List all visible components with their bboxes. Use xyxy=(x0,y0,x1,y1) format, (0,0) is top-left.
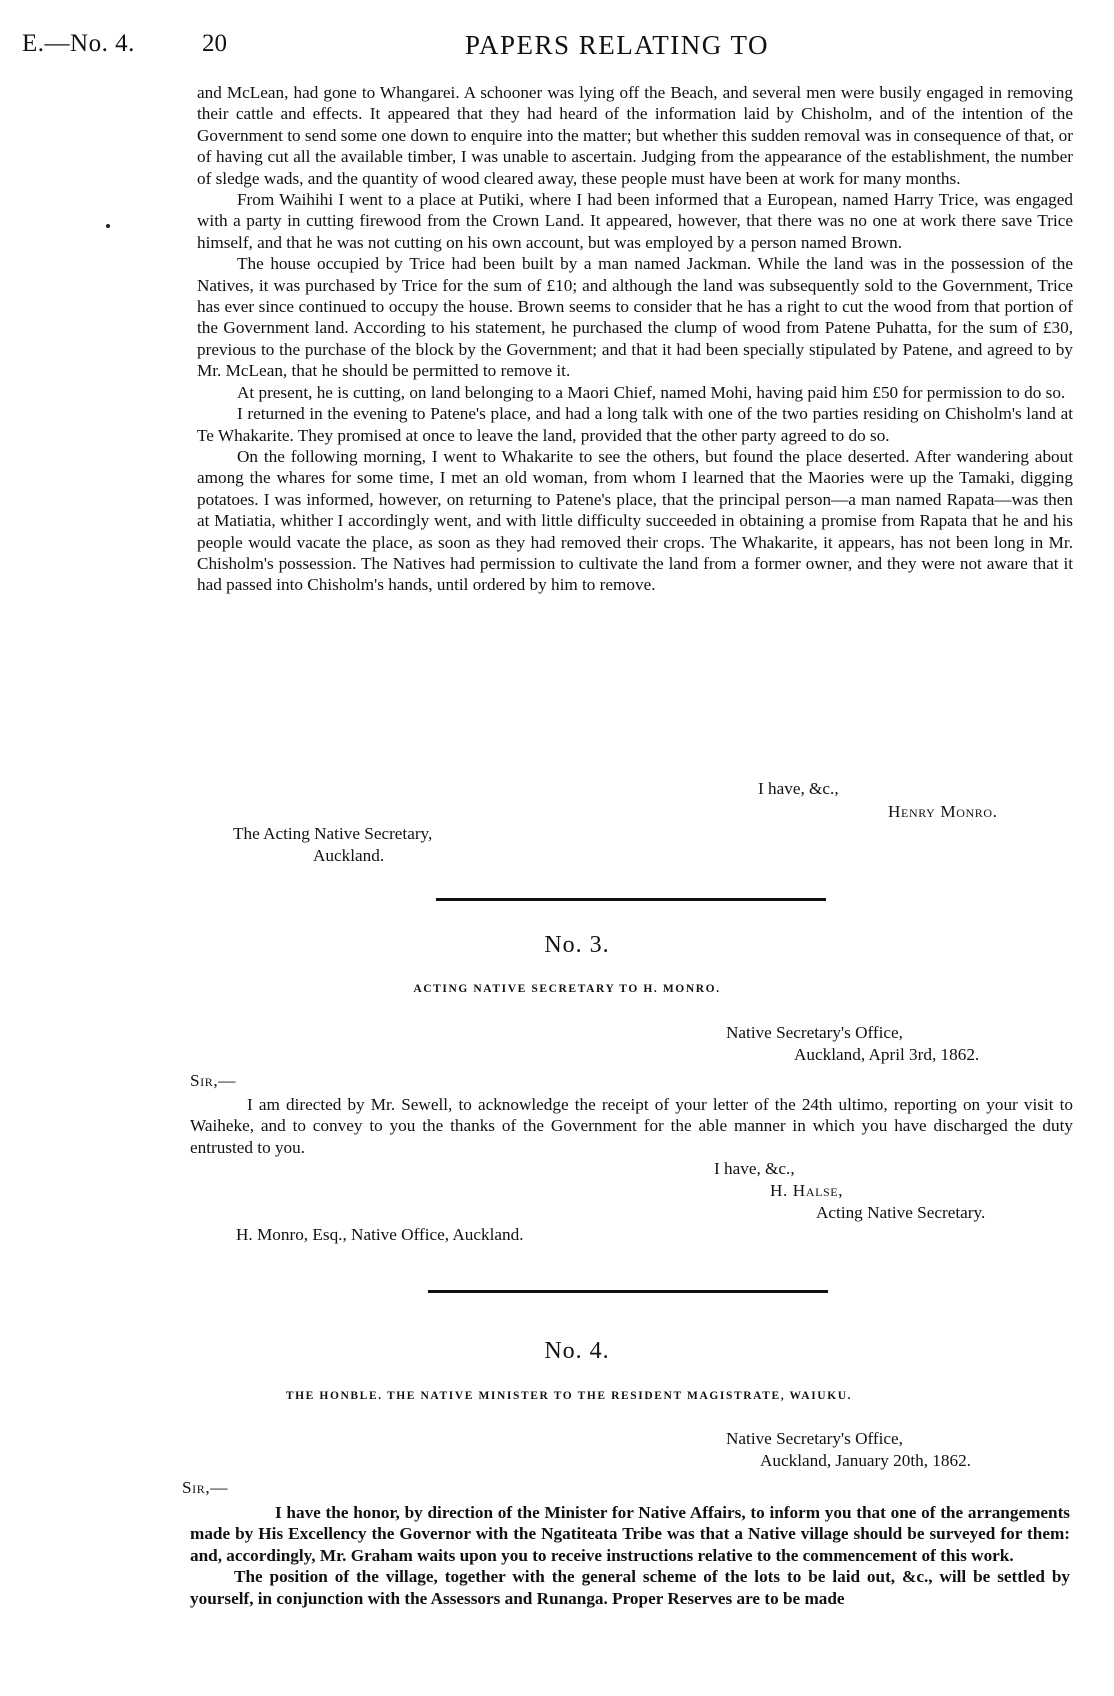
letter-2-subheading: ACTING NATIVE SECRETARY TO H. MONRO. xyxy=(413,983,721,995)
letter-2-office: Native Secretary's Office, xyxy=(726,1023,903,1042)
paragraph: From Waihihi I went to a place at Putiki, where I had been informed that a European, named Harry Trice, was engaged with a party in cutting firewood from the Crown Land. It appeared, however, that there was no one at work there save Trice himself, and that he was not cutting on his own account, but was employed by a person named Brown. xyxy=(197,190,1073,252)
paragraph: I returned in the evening to Patene's place, and had a long talk with one of the two parties residing on Chisholm's land at Te Whakarite. They promised at once to leave the land, provided that the other party agreed to do so. xyxy=(197,404,1073,445)
paragraph: and McLean, had gone to Whangarei. A schooner was lying off the Beach, and several men were busily engaged in removing their cattle and effects. It appeared that they had heard of the information laid by Chisholm, and of the intention of the Government to send some one down to enquire into the matter; but whether this sudden removal was in consequence of that, or of having cut all the available timber, I was unable to ascertain. Judging from the appearance of the establishment, the number of sledge wads, and the quantity of wood cleared away, these people must have been at work for many months. xyxy=(197,83,1073,188)
page-title: PAPERS RELATING TO xyxy=(464,30,770,60)
letter-1-closing: I have, &c., xyxy=(758,779,839,798)
section-divider xyxy=(428,1290,828,1293)
page-header xyxy=(22,30,1092,70)
paragraph: On the following morning, I went to Whakarite to see the others, but found the place deserted. After wandering about among the whares for some time, I met an old woman, from whom I learned that the Maories were up the Tamaki, digging potatoes. I was informed, however, on returning to Patene's place, that the principal person—a man named Rapata—was then at Matiatia, whither I accordingly went, and with little difficulty succeeded in obtaining a promise from Rapata that he and his people would vacate the place, as soon as they had removed their crops. The Whakarite, it appears, has not been long in Mr. Chisholm's possession. The Natives had permission to cultivate the land from a former owner, and they were not aware that it had passed into Chisholm's hands, until ordered by him to remove. xyxy=(197,446,1073,595)
letter-2-body xyxy=(190,1094,1073,1158)
letter-1-signature: Henry Monro. xyxy=(888,802,998,821)
letter-2-date: Auckland, April 3rd, 1862. xyxy=(794,1045,980,1064)
paragraph: I am directed by Mr. Sewell, to acknowledge the receipt of your letter of the 24th ultimo, reporting on your visit to Waiheke, and to convey to you the thanks of the Government for the able manner in which you have discharged the duty entrusted to you. xyxy=(190,1095,1073,1157)
letter-2-salutation: Sir,— xyxy=(190,1071,237,1090)
letter-3-subheading: THE HONBLE. THE NATIVE MINISTER TO THE RESIDENT MAGISTRATE, WAIUKU. xyxy=(285,1390,853,1402)
paragraph: The position of the village, together with the general scheme of the lots to be laid out, &c., will be settled by yourself, in conjunction with the Assessors and Runanga. Proper Reserves are to be made xyxy=(190,1567,1070,1608)
letter-3-body xyxy=(190,1502,1070,1609)
document-reference: E.—No. 4. xyxy=(22,30,135,57)
letter-2-number: No. 3. xyxy=(544,932,610,958)
letter-2-signature: H. Halse, xyxy=(770,1181,844,1200)
letter-2-closing: I have, &c., xyxy=(714,1159,795,1178)
letter-3-number: No. 4. xyxy=(544,1338,610,1364)
paragraph: At present, he is cutting, on land belonging to a Maori Chief, named Mohi, having paid him £50 for permission to do so. xyxy=(237,382,1066,402)
letter-3-office: Native Secretary's Office, xyxy=(726,1429,903,1448)
letter-1-body xyxy=(197,82,1073,596)
letter-2-title: Acting Native Secretary. xyxy=(816,1203,986,1222)
letter-2-addressee: H. Monro, Esq., Native Office, Auckland. xyxy=(236,1225,524,1244)
section-divider xyxy=(436,898,826,901)
letter-3-salutation: Sir,— xyxy=(182,1478,229,1497)
letter-1-addressee-line-2: Auckland. xyxy=(313,846,385,865)
letter-1-addressee-line-1: The Acting Native Secretary, xyxy=(233,824,433,843)
paragraph: The house occupied by Trice had been built by a man named Jackman. While the land was in the possession of the Natives, it was purchased by Trice for the sum of £10; and although the land was subsequently sold to the Government, Trice has ever since continued to occupy the house. Brown seems to consider that he has a right to cut the wood from that portion of the Government land. According to his statement, he purchased the clump of wood from Patene Puhatta, for the sum of £30, previous to the purchase of the block by the Government; and that it had been specially stipulated by Patene, and agreed to by Mr. McLean, that he should be permitted to remove it. xyxy=(197,254,1073,381)
margin-mark xyxy=(106,224,110,228)
paragraph: I have the honor, by direction of the Minister for Native Affairs, to inform you that one of the arrangements made by His Excellency the Governor with the Ngatiteata Tribe was that a Native village should be surveyed for them: and, accordingly, Mr. Graham waits upon you to receive instructions relative to the commencement of this work. xyxy=(190,1503,1070,1565)
letter-3-date: Auckland, January 20th, 1862. xyxy=(760,1451,971,1470)
page-number: 20 xyxy=(202,30,227,57)
